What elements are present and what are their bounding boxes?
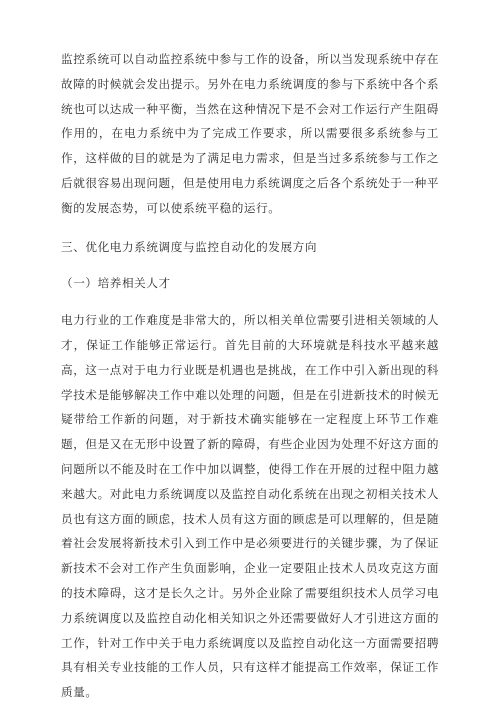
paragraph-spacer <box>61 221 439 235</box>
heading-spacer <box>61 296 439 308</box>
document-body <box>61 47 439 705</box>
subsection-heading: （一）培养相关人才 <box>61 276 171 291</box>
section-heading: 三、优化电力系统调度与监控自动化的发展方向 <box>61 239 318 254</box>
paragraph-talent-training: 电力行业的工作难度是非常大的，所以相关单位需要引进相关领域的人才，保证工作能够正常运行。首先目前的大环境就是科技水平越来越高，这一点对于电力行业既是机遇也是挑战，在工作中引入新出现的科学技术是能够解决工作中难以处理的问题，但是在引进新技术的时候无疑带给工作新的问题，对于新技术确实能够在一定程度上环节工作难题，但是又在无形中设置了新的障碍，有些企业因为处理不好这方面的问题所以不能及时在工作中加以调整，使得工作在开展的过程中阻力越来越大。对此电力系统调度以及监控自动化系统在出现之初相关技术人员也有这方面的顾虑，技术人员有这方面的顾虑是可以理解的，但是随着社会发展将新技术引入到工作中是必须要进行的关键步骤，为了保证新技术不会对工作产生负面影响，企业一定要阻止技术人员攻克这方面的技术障碍，这才是长久之计。另外企业除了需要组织技术人员学习电力系统调度以及监控自动化相关知识之外还需要做好人才引进这方面的工作，针对工作中关于电力系统调度以及监控自动化这一方面需要招聘具有相关专业技能的工作人员，只有这样才能提高工作效率，保证工作质量。 <box>61 313 440 700</box>
heading-spacer <box>61 259 439 271</box>
paragraph-monitoring-system: 监控系统可以自动监控系统中参与工作的设备，所以当发现系统中存在故障的时候就会发出提示。另外在电力系统调度的参与下系统中各个系统也可以达成一种平衡，当然在这种情况下是不会对工作运行产生阻碍作用的，在电力系统中为了完成工作要求，所以需要很多系统参与工作，这样做的目的就是为了满足电力需求，但是当过多系统参与工作之后就很容易出现问题，但是使用电力系统调度之后各个系统处于一种平衡的发展态势，可以使系统平稳的运行。 <box>61 52 440 215</box>
